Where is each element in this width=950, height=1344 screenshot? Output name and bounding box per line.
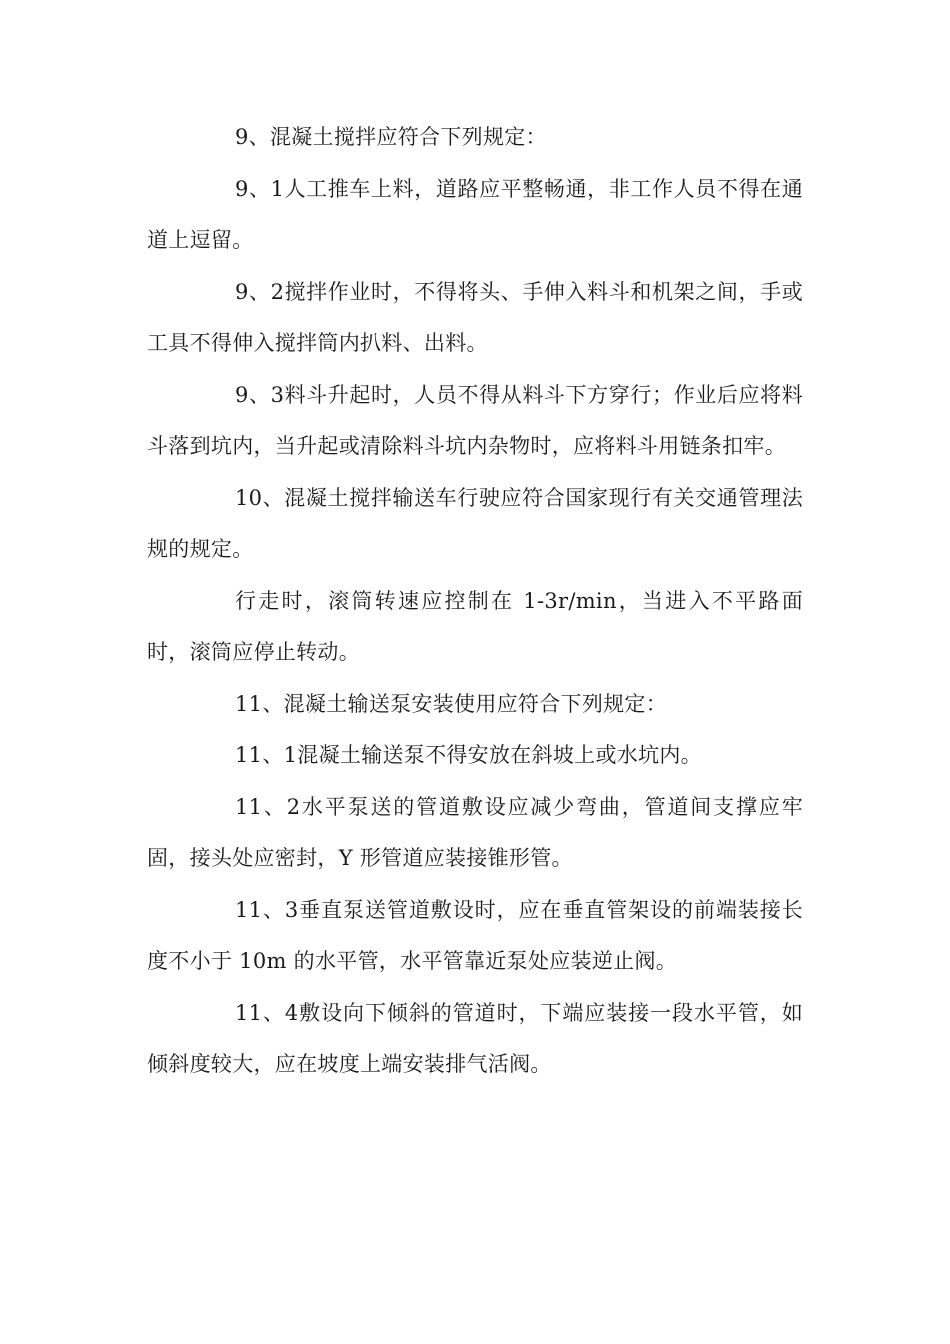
paragraph-10: 10、混凝土搅拌输送车行驶应符合国家现行有关交通管理法规的规定。	[147, 485, 803, 561]
paragraph-10-driving: 行走时，滚筒转速应控制在 1-3r/min，当进入不平路面时，滚筒应停止转动。	[147, 588, 803, 664]
paragraph-9: 9、混凝土搅拌应符合下列规定：	[235, 125, 547, 149]
paragraph-11-3: 11、3垂直泵送管道敷设时，应在垂直管架设的前端装接长度不小于 10m 的水平管，水平管靠近泵处应装逆止阀。	[147, 897, 803, 973]
paragraph-11-4: 11、4敷设向下倾斜的管道时，下端应装接一段水平管，如倾斜度较大，应在坡度上端安装排气活阀。	[147, 1000, 803, 1076]
paragraph-11-1: 11、1混凝土输送泵不得安放在斜坡上或水坑内。	[235, 743, 702, 767]
paragraph-11-2: 11、2水平泵送的管道敷设应减少弯曲，管道间支撑应牢固，接头处应密封，Y 形管道应装接锥形管。	[147, 794, 803, 870]
paragraph-9-3: 9、3料斗升起时，人员不得从料斗下方穿行；作业后应将料斗落到坑内，当升起或清除料斗坑内杂物时，应将料斗用链条扣牢。	[147, 382, 803, 458]
document-body	[147, 112, 803, 1091]
paragraph-9-1: 9、1人工推车上料，道路应平整畅通，非工作人员不得在通道上逗留。	[147, 176, 803, 252]
paragraph-9-2: 9、2搅拌作业时，不得将头、手伸入料斗和机架之间，手或工具不得伸入搅拌筒内扒料、出料。	[147, 279, 803, 355]
paragraph-11: 11、混凝土输送泵安装使用应符合下列规定：	[235, 691, 668, 716]
